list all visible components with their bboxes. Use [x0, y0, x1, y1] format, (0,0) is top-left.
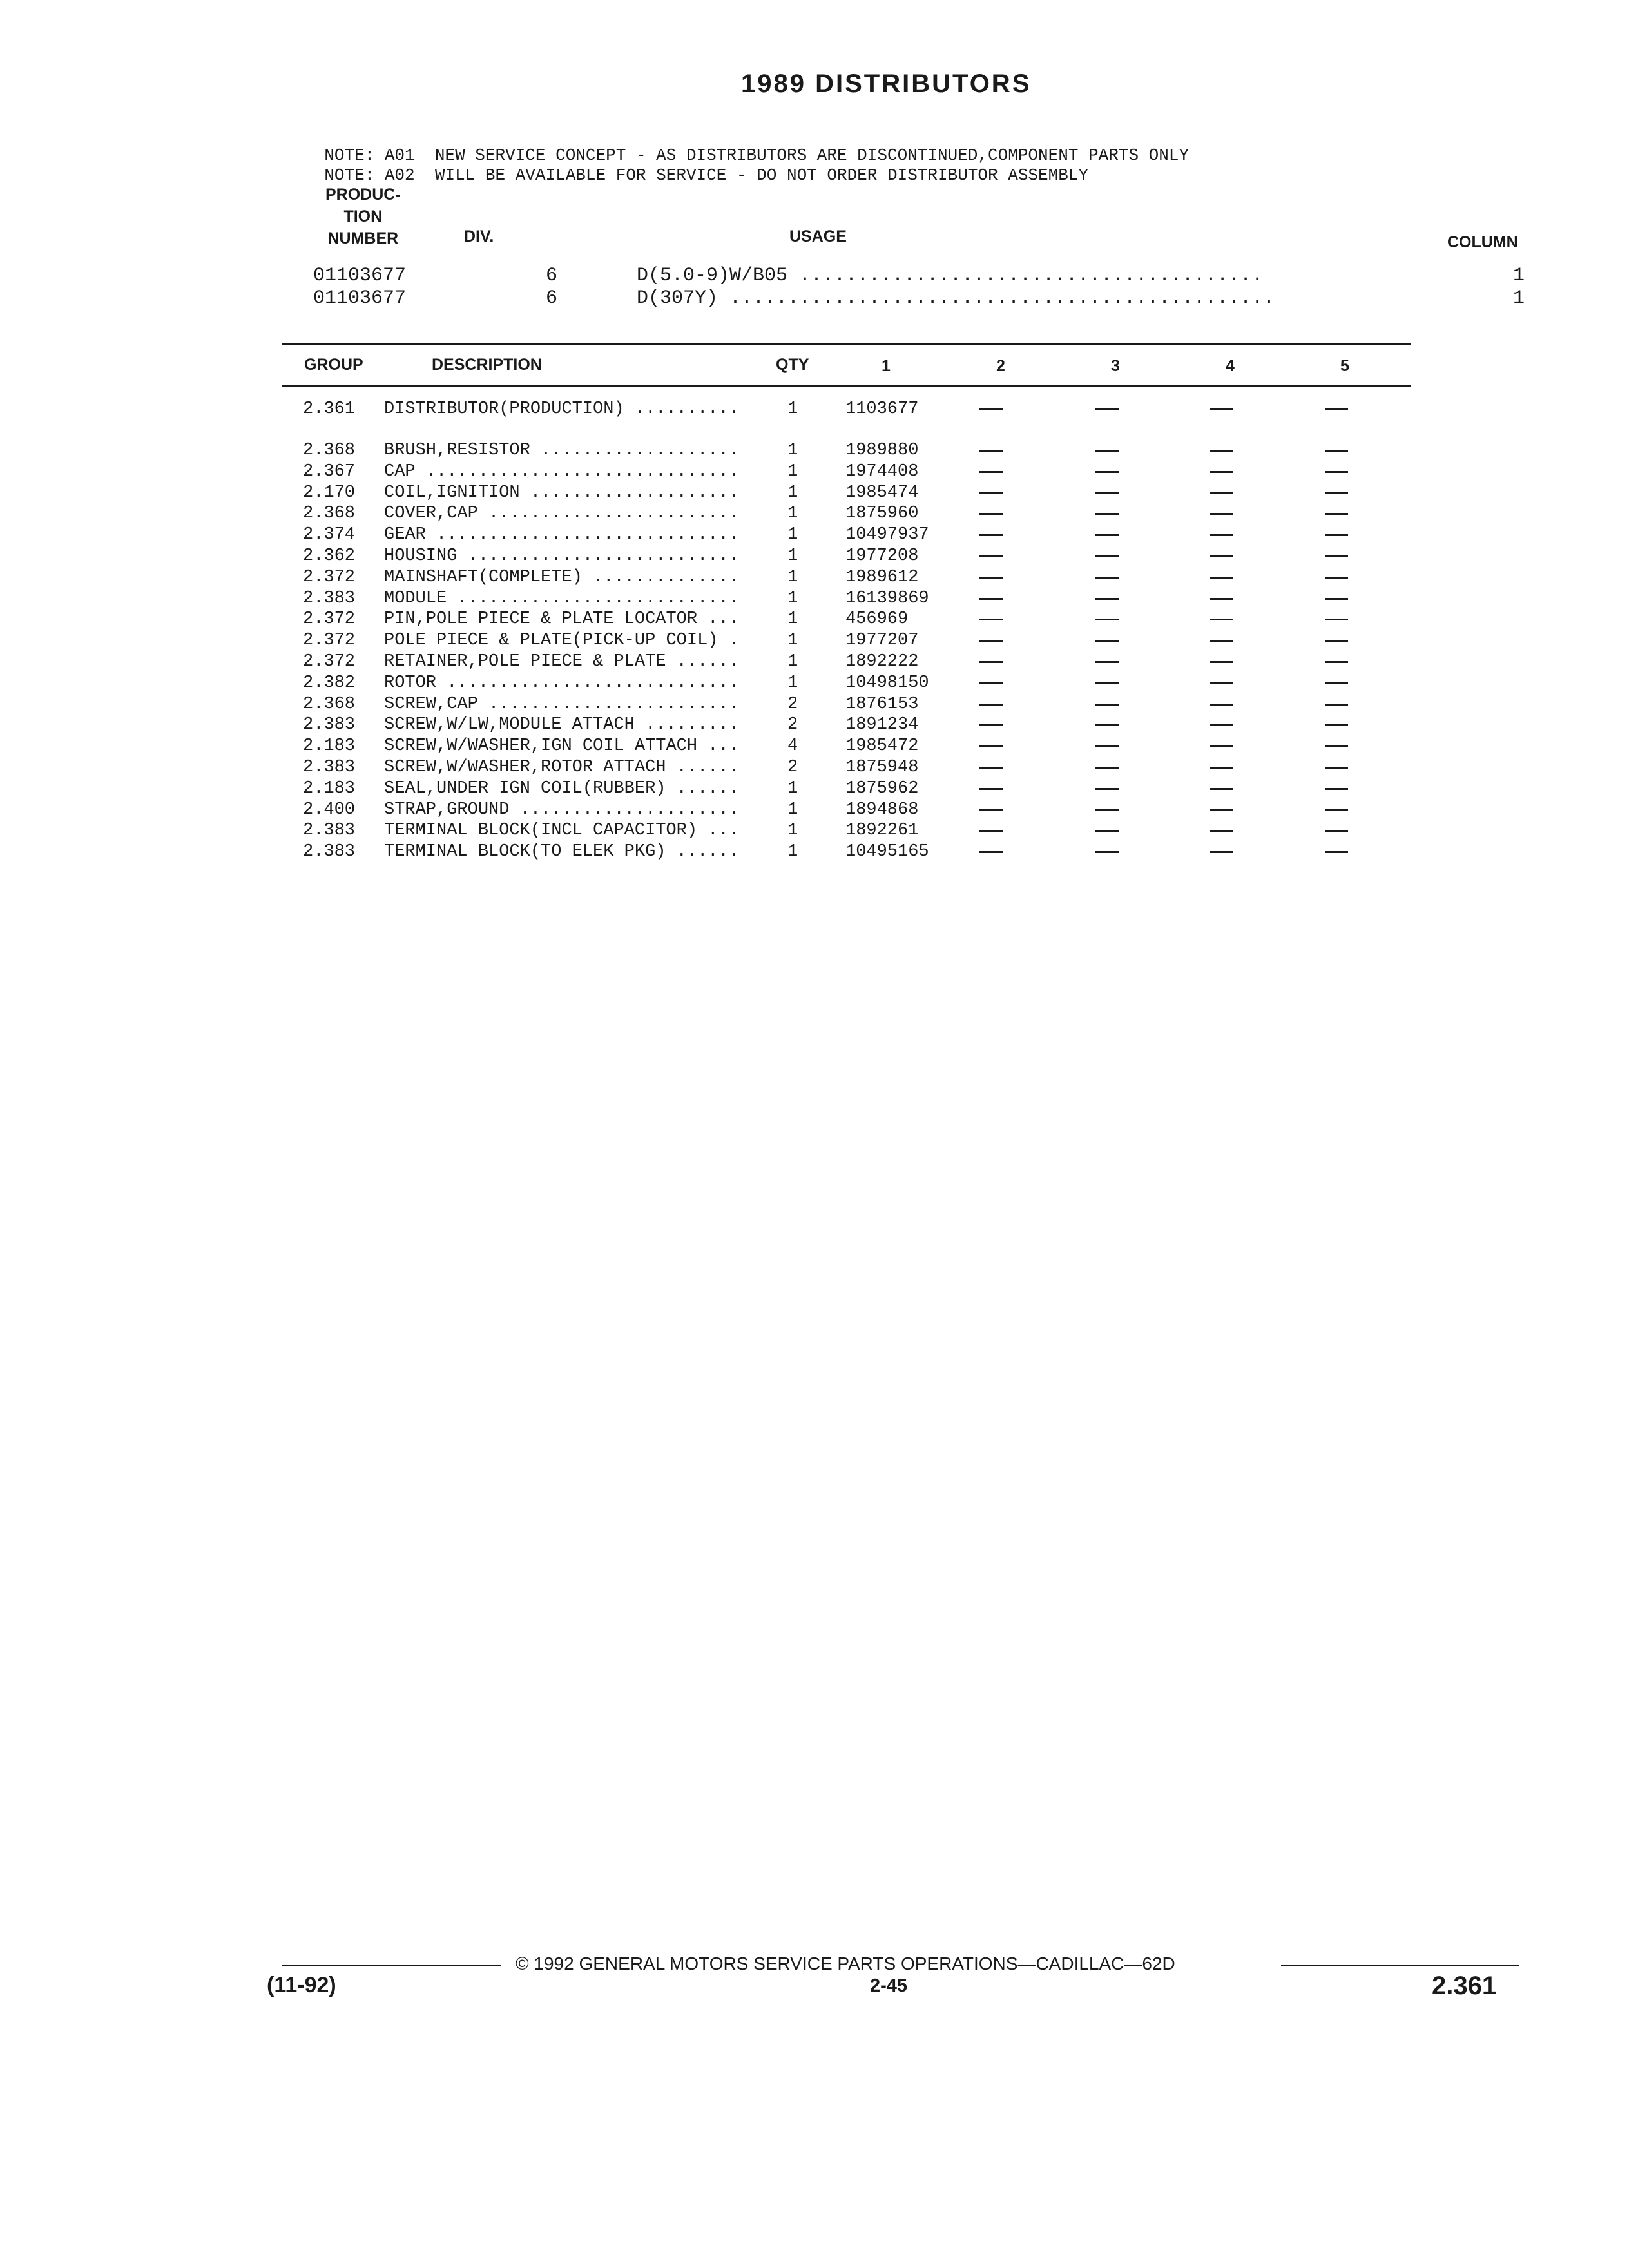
group-number: 2.368 — [303, 504, 356, 524]
no-part-dash-col-5 — [1325, 704, 1348, 706]
part-description: MODULE ........................... — [384, 588, 739, 608]
part-description: CAP .............................. — [384, 461, 739, 481]
part-number: 1974408 — [845, 461, 919, 481]
no-part-dash-col-3 — [1095, 598, 1119, 600]
table-header-rule — [282, 385, 1411, 387]
part-number: 10497937 — [845, 525, 929, 545]
no-part-dash-col-4 — [1210, 577, 1233, 579]
group-number: 2.183 — [303, 736, 356, 756]
group-number: 2.372 — [303, 567, 356, 587]
no-part-dash-col-5 — [1325, 577, 1348, 579]
division: 6 — [546, 265, 558, 287]
quantity: 2 — [787, 694, 798, 714]
no-part-dash-col-4 — [1210, 682, 1233, 684]
no-part-dash-col-4 — [1210, 492, 1233, 494]
no-part-dash-col-2 — [979, 450, 1003, 452]
no-part-dash-col-2 — [979, 745, 1003, 747]
no-part-dash-col-4 — [1210, 724, 1233, 726]
table-row — [0, 546, 1629, 567]
part-description: DISTRIBUTOR(PRODUCTION) .......... — [384, 399, 739, 419]
no-part-dash-col-2 — [979, 471, 1003, 473]
qty-header: QTY — [776, 356, 809, 374]
table-row — [0, 652, 1629, 673]
quantity: 1 — [787, 546, 798, 566]
group-header: GROUP — [304, 356, 363, 374]
quantity: 1 — [787, 842, 798, 862]
quantity: 1 — [787, 588, 798, 608]
part-description: GEAR ............................. — [384, 525, 739, 545]
no-part-dash-col-2 — [979, 513, 1003, 515]
part-number: 1892261 — [845, 821, 919, 841]
no-part-dash-col-3 — [1095, 492, 1119, 494]
part-description: HOUSING .......................... — [384, 546, 739, 566]
no-part-dash-col-4 — [1210, 788, 1233, 790]
no-part-dash-col-3 — [1095, 661, 1119, 663]
no-part-dash-col-2 — [979, 682, 1003, 684]
div-header: DIV. — [464, 227, 494, 245]
no-part-dash-col-5 — [1325, 555, 1348, 557]
no-part-dash-col-5 — [1325, 598, 1348, 600]
footer-rule-left — [282, 1965, 501, 1966]
table-row — [0, 610, 1629, 630]
quantity: 1 — [787, 631, 798, 651]
group-number: 2.362 — [303, 546, 356, 566]
no-part-dash-col-4 — [1210, 619, 1233, 620]
usage-header: USAGE — [789, 227, 847, 245]
group-number: 2.374 — [303, 525, 356, 545]
part-number: 1985472 — [845, 736, 919, 756]
table-top-rule — [282, 343, 1411, 345]
no-part-dash-col-5 — [1325, 408, 1348, 410]
no-part-dash-col-4 — [1210, 830, 1233, 832]
no-part-dash-col-3 — [1095, 809, 1119, 811]
column-5-header: 5 — [1340, 357, 1349, 375]
no-part-dash-col-2 — [979, 598, 1003, 600]
no-part-dash-col-2 — [979, 851, 1003, 853]
no-part-dash-col-4 — [1210, 661, 1233, 663]
part-number: 1876153 — [845, 694, 919, 714]
no-part-dash-col-3 — [1095, 724, 1119, 726]
no-part-dash-col-5 — [1325, 513, 1348, 515]
no-part-dash-col-4 — [1210, 408, 1233, 410]
table-row — [0, 462, 1629, 483]
usage-text: D(5.0-9)W/B05 ........................................ — [637, 265, 1264, 287]
part-description: PIN,POLE PIECE & PLATE LOCATOR ... — [384, 610, 739, 629]
copyright: © 1992 GENERAL MOTORS SERVICE PARTS OPERATIONS—CADILLAC—62D — [516, 1954, 1175, 1974]
part-number: 16139869 — [845, 588, 929, 608]
table-row — [0, 631, 1629, 651]
no-part-dash-col-5 — [1325, 471, 1348, 473]
column-number: 1 — [1513, 265, 1525, 287]
table-row — [0, 525, 1629, 546]
no-part-dash-col-3 — [1095, 534, 1119, 536]
group-number: 2.383 — [303, 588, 356, 608]
no-part-dash-col-3 — [1095, 513, 1119, 515]
part-number: 1977207 — [845, 631, 919, 651]
no-part-dash-col-3 — [1095, 471, 1119, 473]
no-part-dash-col-2 — [979, 830, 1003, 832]
section-number: 2.361 — [1432, 1972, 1497, 2000]
note-label: NOTE: A01 — [324, 146, 415, 165]
no-part-dash-col-5 — [1325, 851, 1348, 853]
group-number: 2.383 — [303, 715, 356, 735]
quantity: 1 — [787, 441, 798, 460]
quantity: 4 — [787, 736, 798, 756]
table-row — [0, 695, 1629, 715]
part-number: 456969 — [845, 610, 909, 629]
usage-text: D(307Y) ............................................... — [637, 287, 1275, 309]
part-description: MAINSHAFT(COMPLETE) .............. — [384, 567, 739, 587]
usage-row — [0, 265, 1629, 288]
no-part-dash-col-4 — [1210, 513, 1233, 515]
no-part-dash-col-4 — [1210, 767, 1233, 769]
no-part-dash-col-2 — [979, 767, 1003, 769]
part-description: POLE PIECE & PLATE(PICK-UP COIL) . — [384, 631, 739, 651]
footer-rule-right — [1281, 1965, 1519, 1966]
no-part-dash-col-5 — [1325, 682, 1348, 684]
table-row — [0, 568, 1629, 588]
quantity: 1 — [787, 504, 798, 524]
no-part-dash-col-4 — [1210, 555, 1233, 557]
group-number: 2.368 — [303, 694, 356, 714]
table-row — [0, 441, 1629, 461]
quantity: 2 — [787, 715, 798, 735]
no-part-dash-col-5 — [1325, 724, 1348, 726]
no-part-dash-col-4 — [1210, 809, 1233, 811]
no-part-dash-col-3 — [1095, 788, 1119, 790]
part-number: 1985474 — [845, 483, 919, 503]
group-number: 2.372 — [303, 631, 356, 651]
no-part-dash-col-5 — [1325, 788, 1348, 790]
table-row — [0, 821, 1629, 841]
no-part-dash-col-2 — [979, 661, 1003, 663]
part-description: SCREW,W/LW,MODULE ATTACH ......... — [384, 715, 739, 735]
no-part-dash-col-3 — [1095, 682, 1119, 684]
group-number: 2.183 — [303, 778, 356, 798]
group-number: 2.367 — [303, 461, 356, 481]
group-number: 2.400 — [303, 800, 356, 820]
quantity: 1 — [787, 461, 798, 481]
group-number: 2.361 — [303, 399, 356, 419]
note-text: NEW SERVICE CONCEPT - AS DISTRIBUTORS ARE DISCONTINUED,COMPONENT PARTS ONLY — [434, 146, 1190, 165]
no-part-dash-col-2 — [979, 788, 1003, 790]
no-part-dash-col-2 — [979, 492, 1003, 494]
no-part-dash-col-5 — [1325, 661, 1348, 663]
group-number: 2.372 — [303, 610, 356, 629]
no-part-dash-col-3 — [1095, 704, 1119, 706]
part-number: 10498150 — [845, 673, 929, 693]
no-part-dash-col-4 — [1210, 745, 1233, 747]
quantity: 1 — [787, 610, 798, 629]
group-number: 2.383 — [303, 758, 356, 777]
part-description: BRUSH,RESISTOR ................... — [384, 441, 739, 460]
part-description: SCREW,CAP ........................ — [384, 694, 739, 714]
part-description: COVER,CAP ........................ — [384, 504, 739, 524]
part-description: TERMINAL BLOCK(INCL CAPACITOR) ... — [384, 821, 739, 841]
table-row — [0, 842, 1629, 863]
quantity: 1 — [787, 673, 798, 693]
no-part-dash-col-2 — [979, 555, 1003, 557]
group-number: 2.368 — [303, 441, 356, 460]
production-number: 01103677 — [313, 265, 407, 287]
no-part-dash-col-3 — [1095, 408, 1119, 410]
no-part-dash-col-4 — [1210, 450, 1233, 452]
part-description: TERMINAL BLOCK(TO ELEK PKG) ...... — [384, 842, 739, 862]
part-number: 10495165 — [845, 842, 929, 862]
no-part-dash-col-2 — [979, 619, 1003, 620]
part-number: 1894868 — [845, 800, 919, 820]
no-part-dash-col-3 — [1095, 745, 1119, 747]
part-number: 1892222 — [845, 652, 919, 671]
group-number: 2.382 — [303, 673, 356, 693]
no-part-dash-col-5 — [1325, 619, 1348, 620]
no-part-dash-col-2 — [979, 704, 1003, 706]
part-number: 1891234 — [845, 715, 919, 735]
quantity: 1 — [787, 778, 798, 798]
no-part-dash-col-3 — [1095, 767, 1119, 769]
column-3-header: 3 — [1111, 357, 1120, 375]
no-part-dash-col-5 — [1325, 830, 1348, 832]
part-number: 1989880 — [845, 441, 919, 460]
quantity: 2 — [787, 758, 798, 777]
quantity: 1 — [787, 652, 798, 671]
no-part-dash-col-3 — [1095, 450, 1119, 452]
no-part-dash-col-3 — [1095, 830, 1119, 832]
table-row — [0, 399, 1629, 420]
part-description: ROTOR ............................ — [384, 673, 739, 693]
table-row — [0, 483, 1629, 504]
quantity: 1 — [787, 800, 798, 820]
no-part-dash-col-4 — [1210, 640, 1233, 642]
no-part-dash-col-2 — [979, 640, 1003, 642]
revision-date: (11-92) — [267, 1973, 336, 1997]
part-number: 1977208 — [845, 546, 919, 566]
description-header: DESCRIPTION — [432, 356, 542, 374]
production-number-header: PRODUC- TION NUMBER — [325, 186, 401, 247]
part-description: SCREW,W/WASHER,ROTOR ATTACH ...... — [384, 758, 739, 777]
part-description: SEAL,UNDER IGN COIL(RUBBER) ...... — [384, 778, 739, 798]
quantity: 1 — [787, 821, 798, 841]
no-part-dash-col-2 — [979, 809, 1003, 811]
table-row — [0, 758, 1629, 778]
no-part-dash-col-2 — [979, 724, 1003, 726]
no-part-dash-col-3 — [1095, 851, 1119, 853]
no-part-dash-col-2 — [979, 408, 1003, 410]
no-part-dash-col-2 — [979, 534, 1003, 536]
no-part-dash-col-4 — [1210, 534, 1233, 536]
column-1-header: 1 — [882, 357, 891, 375]
part-description: STRAP,GROUND ..................... — [384, 800, 739, 820]
no-part-dash-col-2 — [979, 577, 1003, 579]
table-row — [0, 736, 1629, 757]
table-row — [0, 504, 1629, 524]
no-part-dash-col-3 — [1095, 619, 1119, 620]
no-part-dash-col-3 — [1095, 555, 1119, 557]
column-4-header: 4 — [1226, 357, 1235, 375]
table-row — [0, 589, 1629, 610]
part-number: 1103677 — [845, 399, 919, 419]
part-number: 1875948 — [845, 758, 919, 777]
usage-row — [0, 287, 1629, 311]
note-text: WILL BE AVAILABLE FOR SERVICE - DO NOT ORDER DISTRIBUTOR ASSEMBLY — [434, 166, 1089, 185]
no-part-dash-col-5 — [1325, 640, 1348, 642]
production-number: 01103677 — [313, 287, 407, 309]
part-number: 1875960 — [845, 504, 919, 524]
no-part-dash-col-5 — [1325, 534, 1348, 536]
group-number: 2.383 — [303, 821, 356, 841]
note-label: NOTE: A02 — [324, 166, 415, 185]
part-number: 1875962 — [845, 778, 919, 798]
quantity: 1 — [787, 399, 798, 419]
column-number: 1 — [1513, 287, 1525, 309]
quantity: 1 — [787, 567, 798, 587]
quantity: 1 — [787, 525, 798, 545]
page-title: 1989 DISTRIBUTORS — [741, 70, 1032, 98]
column-header: COLUMN — [1447, 233, 1518, 251]
group-number: 2.372 — [303, 652, 356, 671]
group-number: 2.383 — [303, 842, 356, 862]
part-number: 1989612 — [845, 567, 919, 587]
table-row — [0, 779, 1629, 800]
table-row — [0, 800, 1629, 821]
no-part-dash-col-5 — [1325, 492, 1348, 494]
no-part-dash-col-4 — [1210, 598, 1233, 600]
division: 6 — [546, 287, 558, 309]
table-row — [0, 673, 1629, 694]
part-description: SCREW,W/WASHER,IGN COIL ATTACH ... — [384, 736, 739, 756]
part-description: RETAINER,POLE PIECE & PLATE ...... — [384, 652, 739, 671]
no-part-dash-col-5 — [1325, 745, 1348, 747]
page-number: 2-45 — [870, 1975, 908, 1996]
no-part-dash-col-5 — [1325, 767, 1348, 769]
note-a02 — [304, 146, 1088, 185]
no-part-dash-col-5 — [1325, 809, 1348, 811]
quantity: 1 — [787, 483, 798, 503]
part-description: COIL,IGNITION .................... — [384, 483, 739, 503]
no-part-dash-col-4 — [1210, 704, 1233, 706]
table-row — [0, 715, 1629, 736]
group-number: 2.170 — [303, 483, 356, 503]
no-part-dash-col-3 — [1095, 640, 1119, 642]
no-part-dash-col-4 — [1210, 471, 1233, 473]
column-2-header: 2 — [996, 357, 1005, 375]
no-part-dash-col-3 — [1095, 577, 1119, 579]
no-part-dash-col-4 — [1210, 851, 1233, 853]
no-part-dash-col-5 — [1325, 450, 1348, 452]
